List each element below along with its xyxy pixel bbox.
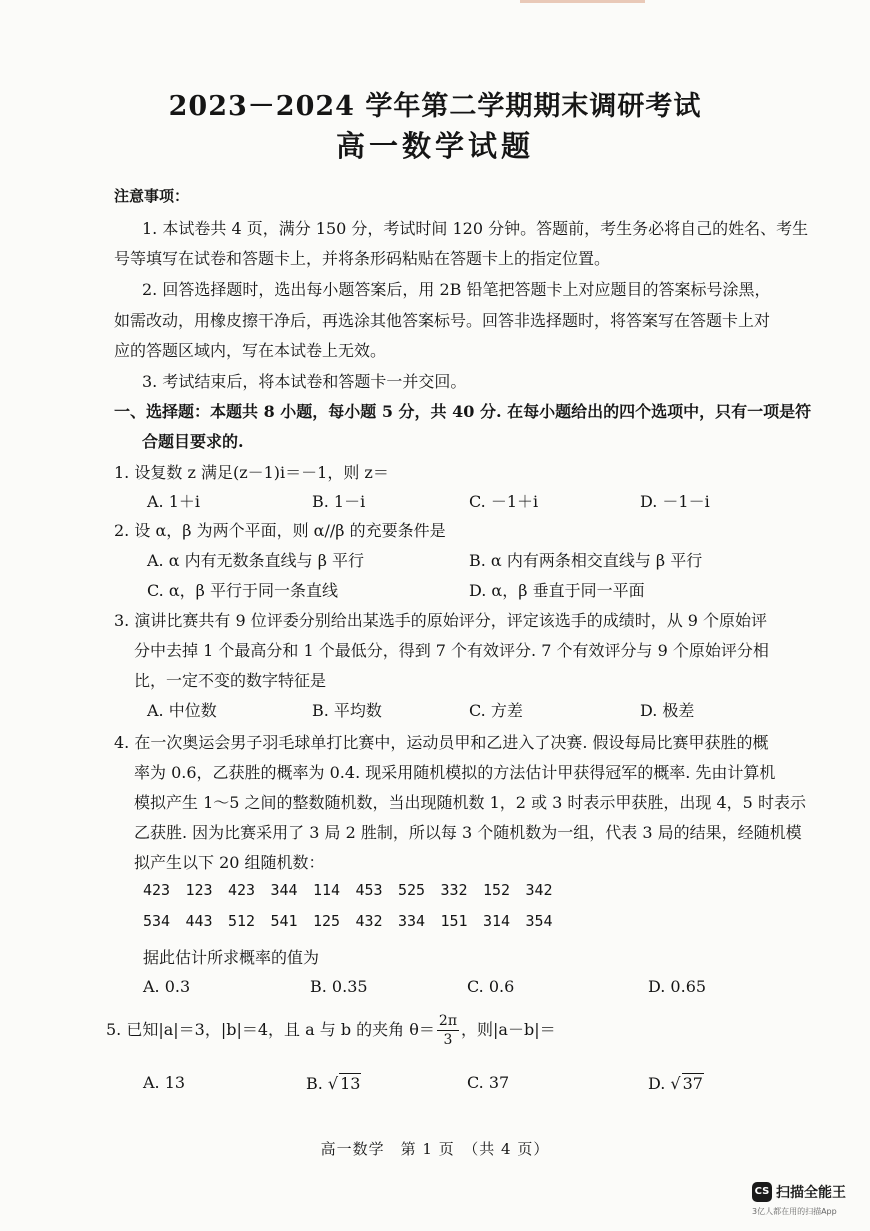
page-footer: 高一数学 第 1 页 （共 4 页） [320, 1140, 550, 1158]
random-number: 152 [483, 881, 511, 899]
question-3-option-a: A. 中位数 [147, 701, 217, 720]
question-3-option-d: D. 极差 [640, 701, 695, 720]
question-4-option-d: D. 0.65 [648, 977, 707, 996]
question-4-ask: 据此估计所求概率的值为 [143, 948, 320, 967]
question-4-line-1: 4. 在一次奥运会男子羽毛球单打比赛中，运动员甲和乙进入了决赛. 假设每局比赛甲获胜的概 [114, 733, 769, 752]
random-number: 342 [525, 881, 553, 899]
camscanner-logo-icon: CS [752, 1182, 772, 1202]
section-1-instruction-line-1: 一、选择题：本题共 8 小题，每小题 5 分，共 40 分. 在每小题给出的四个选项中，只有一项是符 [114, 402, 812, 421]
camscanner-title: 扫描全能王 [776, 1185, 846, 1201]
notice-item-3: 3. 考试结束后，将本试卷和答题卡一并交回。 [142, 372, 467, 391]
random-number: 332 [440, 881, 468, 899]
random-number-row-1 [143, 881, 568, 899]
question-1-option-a: A. 1＋i [147, 492, 201, 511]
exam-subtitle: 高一数学试题 [335, 129, 534, 163]
random-number: 123 [185, 881, 213, 899]
option-b-radicand: 13 [340, 1074, 361, 1093]
question-4-line-5: 拟产生以下 20 组随机数： [134, 853, 325, 872]
random-number: 354 [525, 912, 553, 930]
question-2-option-b: B. α 内有两条相交直线与 β 平行 [469, 551, 703, 570]
notice-heading: 注意事项： [114, 187, 190, 205]
random-number: 114 [313, 881, 341, 899]
random-number: 423 [228, 881, 256, 899]
random-number: 443 [185, 912, 213, 930]
notice-item-2-line-1: 2. 回答选择题时，选出每小题答案后，用 2B 铅笔把答题卡上对应题目的答案标号涂黑， [142, 280, 771, 299]
angle-fraction [437, 1014, 459, 1047]
question-2-stem: 2. 设 α，β 为两个平面，则 α//β 的充要条件是 [114, 521, 446, 540]
notice-item-2-line-2: 如需改动，用橡皮擦干净后，再选涂其他答案标号。回答非选择题时，将答案写在答题卡上对 [114, 311, 771, 330]
question-5-option-d [648, 1073, 704, 1093]
question-4-line-4: 乙获胜. 因为比赛采用了 3 局 2 胜制，所以每 3 个随机数为一组，代表 3 局的结果，经随机模 [134, 823, 802, 842]
random-number: 534 [143, 912, 171, 930]
random-number: 151 [440, 912, 468, 930]
option-d-prefix: D. √ [648, 1074, 681, 1093]
question-5-option-a: A. 13 [143, 1073, 186, 1092]
random-number: 314 [483, 912, 511, 930]
question-3-line-1: 3. 演讲比赛共有 9 位评委分别给出某选手的原始评分，评定该选手的成绩时，从 9 个原始评 [114, 611, 768, 630]
question-2-option-d: D. α，β 垂直于同一平面 [469, 581, 645, 600]
notice-item-1-line-2: 号等填写在试卷和答题卡上，并将条形码粘贴在答题卡上的指定位置。 [114, 249, 611, 268]
notice-item-2-line-3: 应的答题区域内，写在本试卷上无效。 [114, 341, 387, 360]
question-4-option-a: A. 0.3 [143, 977, 191, 996]
random-number-row-2 [143, 912, 568, 930]
random-number: 125 [313, 912, 341, 930]
question-3-option-b: B. 平均数 [312, 701, 382, 720]
fraction-denominator: 3 [443, 1032, 453, 1048]
random-number: 432 [355, 912, 383, 930]
question-4-line-2: 率为 0.6，乙获胜的概率为 0.4. 现采用随机模拟的方法估计甲获得冠军的概率. 先由计算机 [134, 763, 776, 782]
question-5-option-b [306, 1073, 361, 1093]
question-4-option-b: B. 0.35 [310, 977, 368, 996]
option-d-radicand: 37 [682, 1074, 703, 1093]
random-number: 525 [398, 881, 426, 899]
question-3-line-3: 比，一定不变的数字特征是 [134, 671, 327, 690]
random-number: 512 [228, 912, 256, 930]
question-2-option-c: C. α，β 平行于同一条直线 [147, 581, 338, 600]
question-5-stem [106, 1014, 556, 1047]
question-1-option-c: C. －1＋i [469, 492, 539, 511]
random-number: 423 [143, 881, 171, 899]
question-1-option-d: D. －1－i [640, 492, 710, 511]
section-1-instruction-line-2: 合题目要求的. [142, 432, 244, 451]
random-number: 453 [355, 881, 383, 899]
question-5-stem-part-2: ，则|a－b|＝ [461, 1020, 556, 1039]
question-2-option-a: A. α 内有无数条直线与 β 平行 [147, 551, 365, 570]
question-4-option-c: C. 0.6 [467, 977, 515, 996]
question-5-option-c: C. 37 [467, 1073, 510, 1092]
fraction-numerator: 2π [438, 1013, 458, 1029]
random-number: 334 [398, 912, 426, 930]
question-3-line-2: 分中去掉 1 个最高分和 1 个最低分，得到 7 个有效评分. 7 个有效评分与 9 个原始评分相 [134, 641, 769, 660]
question-1-option-b: B. 1－i [312, 492, 366, 511]
camscanner-tagline: 3亿人都在用的扫描App [752, 1207, 837, 1216]
question-3-option-c: C. 方差 [469, 701, 523, 720]
notice-item-1-line-1: 1. 本试卷共 4 页，满分 150 分，考试时间 120 分钟。答题前，考生务必将自己的姓名、考生 [142, 219, 809, 238]
question-4-line-3: 模拟产生 1～5 之间的整数随机数，当出现随机数 1，2 或 3 时表示甲获胜，出现 4，5 时表示 [134, 793, 806, 812]
option-b-prefix: B. √ [306, 1074, 339, 1093]
exam-title: 2023－2024 学年第二学期期末调研考试 [168, 91, 702, 122]
question-1-stem: 1. 设复数 z 满足(z－1)i＝－1，则 z＝ [114, 463, 389, 482]
random-number: 541 [270, 912, 298, 930]
question-5-stem-part-1: 5. 已知|a|＝3，|b|＝4，且 a 与 b 的夹角 θ＝ [106, 1020, 435, 1039]
random-number: 344 [270, 881, 298, 899]
